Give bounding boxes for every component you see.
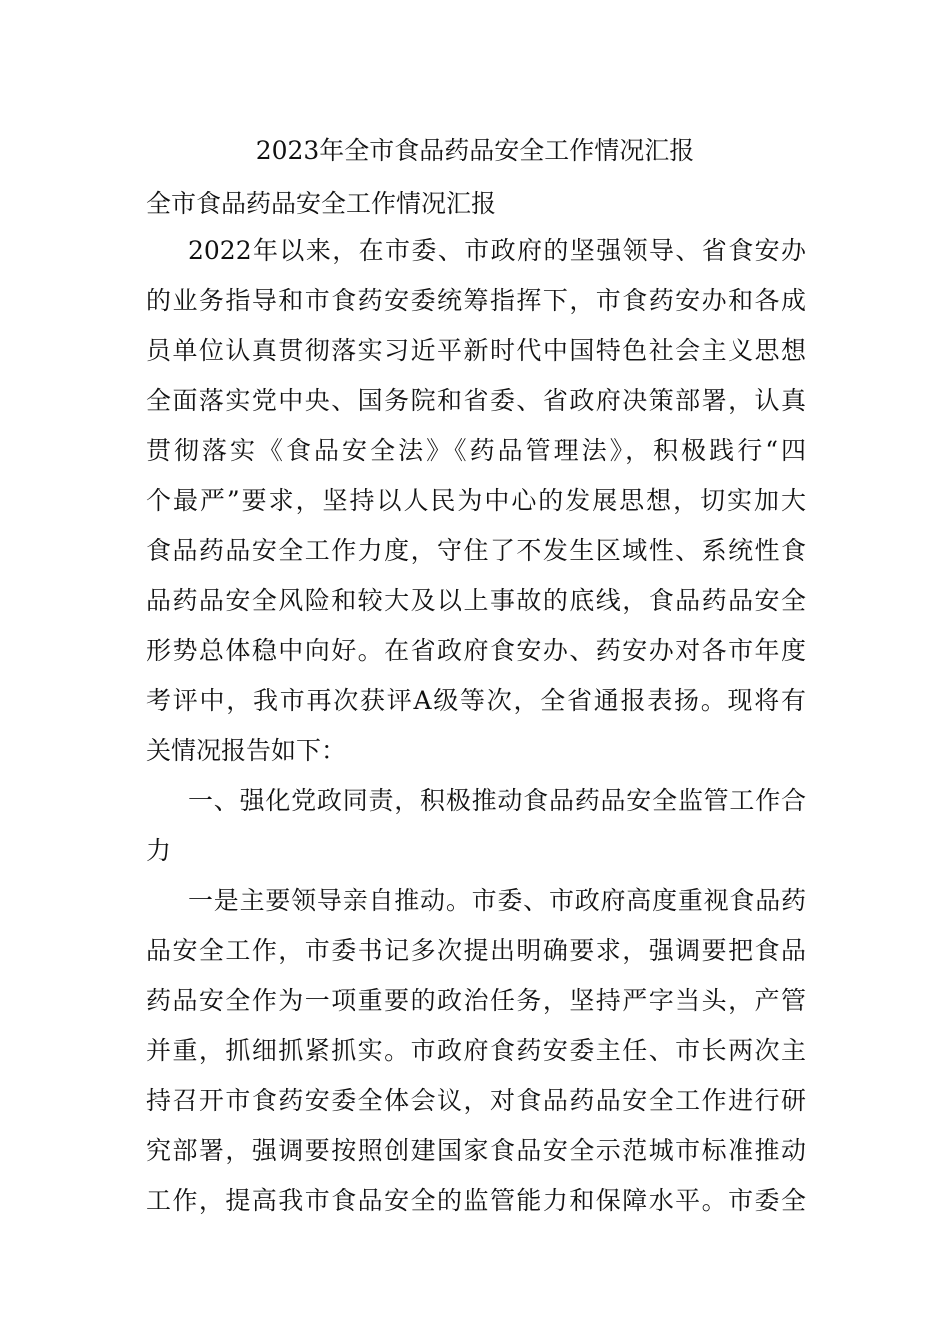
body-line: 品安全工作，市委书记多次提出明确要求，强调要把食品 (146, 936, 806, 965)
body-line: 食品药品安全工作力度，守住了不发生区域性、系统性食 (146, 536, 806, 565)
body-line: 形势总体稳中向好。在省政府食安办、药安办对各市年度 (146, 636, 806, 665)
body-line: 持召开市食药安委全体会议，对食品药品安全工作进行研 (146, 1086, 806, 1115)
body-line: 全面落实党中央、国务院和省委、省政府决策部署，认真 (146, 386, 806, 415)
body-line: 并重，抓细抓紧抓实。市政府食药安委主任、市长两次主 (146, 1036, 806, 1065)
body-line: 个最严”要求，坚持以人民为中心的发展思想，切实加大 (146, 486, 806, 515)
body-line: 考评中，我市再次获评A级等次，全省通报表扬。现将有 (146, 686, 806, 715)
section-heading: 一、强化党政同责，积极推动食品药品安全监管工作合 (188, 786, 806, 815)
body-line: 2022年以来，在市委、市政府的坚强领导、省食安办 (188, 236, 806, 265)
body-line: 药品安全作为一项重要的政治任务，坚持严字当头，产管 (146, 986, 806, 1015)
body-line: 工作，提高我市食品安全的监管能力和保障水平。市委全 (146, 1186, 806, 1215)
body-line: 关情况报告如下： (146, 736, 347, 765)
body-line: 的业务指导和市食药安委统筹指挥下，市食药安办和各成 (146, 286, 806, 315)
body-line: 品药品安全风险和较大及以上事故的底线，食品药品安全 (146, 586, 806, 615)
body-line: 贯彻落实《食品安全法》《药品管理法》，积极践行“四 (146, 436, 806, 465)
body-line: 究部署，强调要按照创建国家食品安全示范城市标准推动 (146, 1136, 806, 1165)
section-heading-continued: 力 (146, 836, 172, 865)
body-line: 一是主要领导亲自推动。市委、市政府高度重视食品药 (188, 886, 806, 915)
document-subtitle: 全市食品药品安全工作情况汇报 (146, 189, 497, 218)
document-title: 2023年全市食品药品安全工作情况汇报 (255, 136, 695, 165)
body-line: 员单位认真贯彻落实习近平新时代中国特色社会主义思想 (146, 336, 806, 365)
